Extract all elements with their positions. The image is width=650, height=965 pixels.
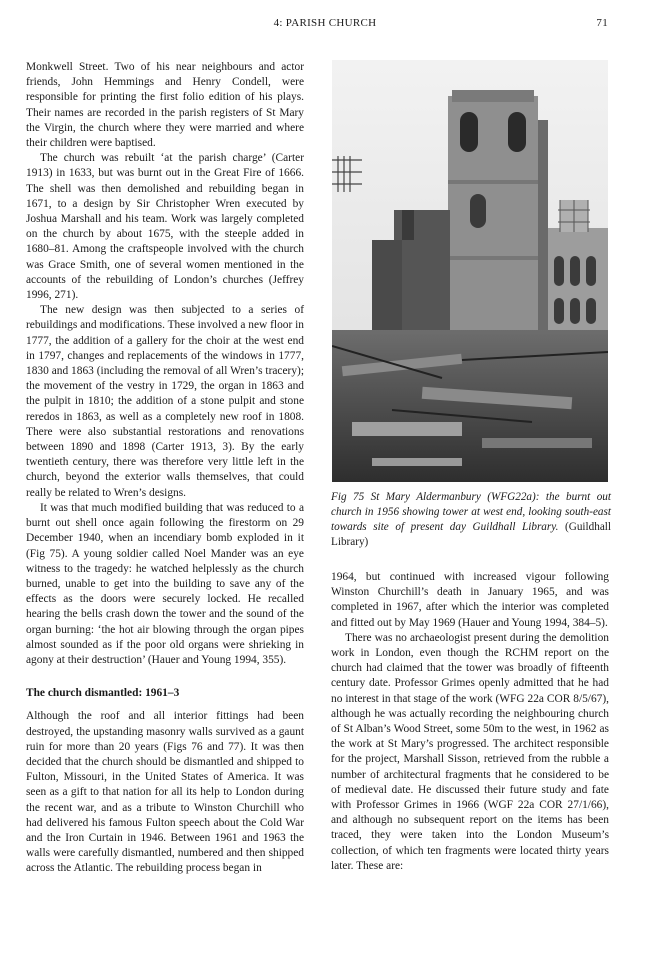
left-column <box>26 60 304 877</box>
caption-text: Fig 75 St Mary Aldermanbury (WFG22a): the burnt out church in 1956 showing tower at west end, looking south-east towards site of present day Guildhall Library. <box>331 491 611 533</box>
paragraph: There was no archaeologist present during the demolition work in London, even though the RCHM report on the church had claimed that the tower was broadly of fifteenth century date. Professor Grimes openly admitted that he had no interest in that stage of the work (WFG 22a COR 8/5/67), although he was actually recording the neighbouring church of St Alban’s Wood Street, some 50m to the west, in 1962 as the work at St Mary’s progressed. The architect responsible for the project, Marshall Sisson, retrieved from the rubble a number of architectural fragments that he considered to be of medieval date. He discussed their future study and fate with Professor Grimes in 1966 (WGF 22a COR 27/1/66), and although no subsequent report on the items has been traced, they were taken into the London Museum’s collection, of which ten fragments were located thirty years later. These are: <box>331 631 609 872</box>
church-ruin-photo <box>332 60 608 482</box>
section-heading: The church dismantled: 1961–3 <box>26 687 180 700</box>
paragraph: Monkwell Street. Two of his near neighbours and actor friends, John Hemmings and Henry Condell, were responsible for printing the first folio edition of his plays. Their names are recorded in the parish registers of St Mary the Virgin, the church where they were married and where their children were baptised. <box>26 61 304 150</box>
paragraph: The new design was then subjected to a series of rebuildings and modifications. These involved a new floor in 1777, the addition of a gallery for the choir at the west end in 1797, changes and replacements of the windows in 1777, 1830 and 1863 (including the removal of all Wren’s tracery); the movement of the vestry in 1729, the organ in 1863 and the pulpit in 1810; the addition of a stone pulpit and stone reredos in 1863, as well as a completely new roof in 1808. There were also substantial restorations and renovations between 1890 and 1898 (Carter 1913, 3). By the early twentieth century, there was therefore very little left in the church, beyond the exterior walls themselves, that could really be related to Wren’s designs. <box>26 304 304 499</box>
figure-photo-church-ruin <box>332 60 608 482</box>
church-tower <box>448 90 548 336</box>
running-head <box>0 17 650 33</box>
caption-credit: (Guildhall Library) <box>331 521 612 548</box>
paragraph: The church was rebuilt ‘at the parish charge’ (Carter 1913) in 1633, but was burnt out in the Great Fire of 1666. The shell was then demolished and rebuilding began in 1671, to a design by Sir Christopher Wren executed by Joshua Marshall and his team. Work was largely completed on the church by about 1675, with the steeple added in 1680–81. Among the craftspeople involved with the church was Grace Smith, one of several women mentioned in the accounts of the rebuilding of London’s churches (Jeffrey 1996, 271). <box>26 152 304 302</box>
figure-caption <box>331 490 611 550</box>
page-number: 71 <box>596 17 608 29</box>
paragraph: It was that much modified building that was reduced to a burnt out shell once again following the firestorm on 29 December 1940, when an incendiary bomb exploded in it (Fig 75). A young soldier called Noel Mander was an eye witness to the tragedy: he watched helplessly as the church burned, unable to get into the building to save any of the effects as the doors were securely locked. He recalled hearing the bells crash down the tower and the sound of the organ burning: ‘the hot air blowing through the organ pipes almost sounded as if the poor old organs were shrieking in agony at their destruction’ (Hauer and Young 1994, 355). <box>26 501 304 666</box>
chapter-title: 4: PARISH CHURCH <box>273 17 377 29</box>
paragraph: 1964, but continued with increased vigour following Winston Churchill’s death in January 1965, and was completed in 1967, after which the interior was completed and fitted out by May 1969 (Hauer and Young 1994, 384–5). <box>331 571 609 629</box>
paragraph: Although the roof and all interior fittings had been destroyed, the upstanding masonry walls survived as a gaunt ruin for more than 20 years (Figs 76 and 77). It was then decided that the church should be dismantled and shipped to Fulton, Missouri, in the United States of America. It was seen as a gift to that nation for all its help to London during the recent war, and as a tribute to Winston Churchill who had delivered his famous Fulton speech about the Cold War and the Iron Curtain in 1946. Between 1961 and 1963 the walls were carefully dismantled, numbered and then shipped across the Atlantic. The rebuilding process began in <box>26 710 304 875</box>
right-column <box>331 570 609 874</box>
